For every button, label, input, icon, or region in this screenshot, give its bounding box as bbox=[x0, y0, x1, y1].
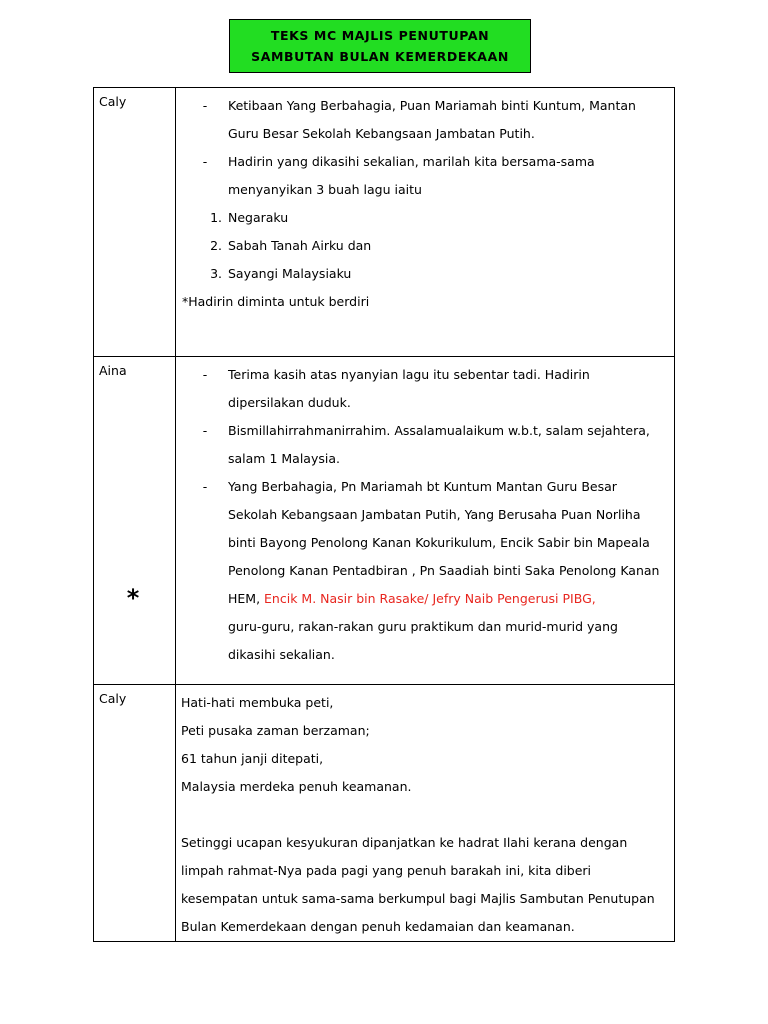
table-row bbox=[94, 357, 675, 685]
list-item bbox=[182, 473, 668, 501]
paragraph-line: Setinggi ucapan kesyukuran dipanjatkan ke hadrat Ilahi kerana dengan bbox=[181, 835, 628, 850]
speaker-name: Caly bbox=[99, 691, 127, 706]
song-item bbox=[182, 260, 668, 288]
song-number: 1. bbox=[210, 210, 222, 225]
stage-note: *Hadirin diminta untuk berdiri bbox=[182, 294, 370, 309]
pantun-line: Peti pusaka zaman berzaman; bbox=[181, 723, 370, 738]
paragraph-line: Bulan Kemerdekaan dengan penuh kedamaian dan keamanan. bbox=[181, 919, 575, 934]
list-item bbox=[182, 92, 668, 120]
song-item bbox=[182, 232, 668, 260]
song-title: Sabah Tanah Airku dan bbox=[228, 238, 372, 253]
speaker-cell bbox=[94, 685, 176, 942]
content-cell bbox=[176, 357, 675, 685]
speaker-name: Caly bbox=[99, 94, 127, 109]
line-text: Yang Berbahagia, Pn Mariamah bt Kuntum Mantan Guru Besar bbox=[228, 479, 617, 494]
line-text: dikasihi sekalian. bbox=[228, 647, 335, 662]
line-text: binti Bayong Penolong Kanan Kokurikulum, Encik Sabir bin Mapeala bbox=[228, 535, 650, 550]
line-text: Penolong Kanan Pentadbiran , Pn Saadiah binti Saka Penolong Kanan bbox=[228, 563, 660, 578]
song-title: Negaraku bbox=[228, 210, 289, 225]
blank-line bbox=[181, 801, 668, 829]
table-row bbox=[94, 88, 675, 357]
content-cell bbox=[176, 88, 675, 357]
list-item bbox=[182, 417, 668, 445]
bullet-dash: - bbox=[202, 423, 208, 438]
asterisk-mark: * bbox=[126, 584, 140, 612]
bullet-dash: - bbox=[202, 479, 208, 494]
bullet-dash: - bbox=[202, 154, 208, 169]
paragraph-line: kesempatan untuk sama-sama berkumpul bagi Majlis Sambutan Penutupan bbox=[181, 891, 655, 906]
line-text: Sekolah Kebangsaan Jambatan Putih, Yang Berusaha Puan Norliha bbox=[228, 507, 641, 522]
line-text: dipersilakan duduk. bbox=[228, 395, 351, 410]
song-title: Sayangi Malaysiaku bbox=[228, 266, 352, 281]
speaker-name: Aina bbox=[99, 363, 127, 378]
paragraph-line: limpah rahmat-Nya pada pagi yang penuh barakah ini, kita diberi bbox=[181, 863, 592, 878]
bullet-dash: - bbox=[202, 367, 208, 382]
line-text: Bismillahirrahmanirrahim. Assalamualaikum w.b.t, salam sejahtera, bbox=[228, 423, 650, 438]
bullet-dash: - bbox=[202, 98, 208, 113]
table-row bbox=[94, 685, 675, 942]
line-text: salam 1 Malaysia. bbox=[228, 451, 340, 466]
pantun-line: 61 tahun janji ditepati, bbox=[181, 751, 324, 766]
song-item bbox=[182, 204, 668, 232]
content-cell bbox=[176, 685, 675, 942]
song-number: 3. bbox=[210, 266, 222, 281]
line-text: Ketibaan Yang Berbahagia, Puan Mariamah binti Kuntum, Mantan bbox=[228, 98, 636, 113]
title-banner bbox=[229, 19, 531, 73]
line-text: Guru Besar Sekolah Kebangsaan Jambatan Putih. bbox=[228, 126, 535, 141]
line-text: guru-guru, rakan-rakan guru praktikum dan murid-murid yang bbox=[228, 619, 618, 634]
title-line-2: SAMBUTAN BULAN KEMERDEKAAN bbox=[251, 49, 509, 64]
pantun-line: Malaysia merdeka penuh keamanan. bbox=[181, 779, 412, 794]
highlighted-name: Encik M. Nasir bin Rasake/ Jefry Naib Pengerusi PIBG, bbox=[264, 591, 596, 606]
title-line-1: TEKS MC MAJLIS PENUTUPAN bbox=[270, 28, 490, 43]
line-text bbox=[182, 585, 668, 613]
line-text: Terima kasih atas nyanyian lagu itu sebentar tadi. Hadirin bbox=[228, 367, 590, 382]
line-text: Hadirin yang dikasihi sekalian, marilah kita bersama-sama bbox=[228, 154, 595, 169]
script-table bbox=[93, 87, 675, 942]
list-item bbox=[182, 361, 668, 389]
song-number: 2. bbox=[210, 238, 222, 253]
line-text-part: HEM, bbox=[228, 591, 265, 606]
list-item bbox=[182, 148, 668, 176]
speaker-cell bbox=[94, 88, 176, 357]
speaker-cell bbox=[94, 357, 176, 685]
pantun-line: Hati-hati membuka peti, bbox=[181, 695, 334, 710]
line-text: menyanyikan 3 buah lagu iaitu bbox=[228, 182, 422, 197]
